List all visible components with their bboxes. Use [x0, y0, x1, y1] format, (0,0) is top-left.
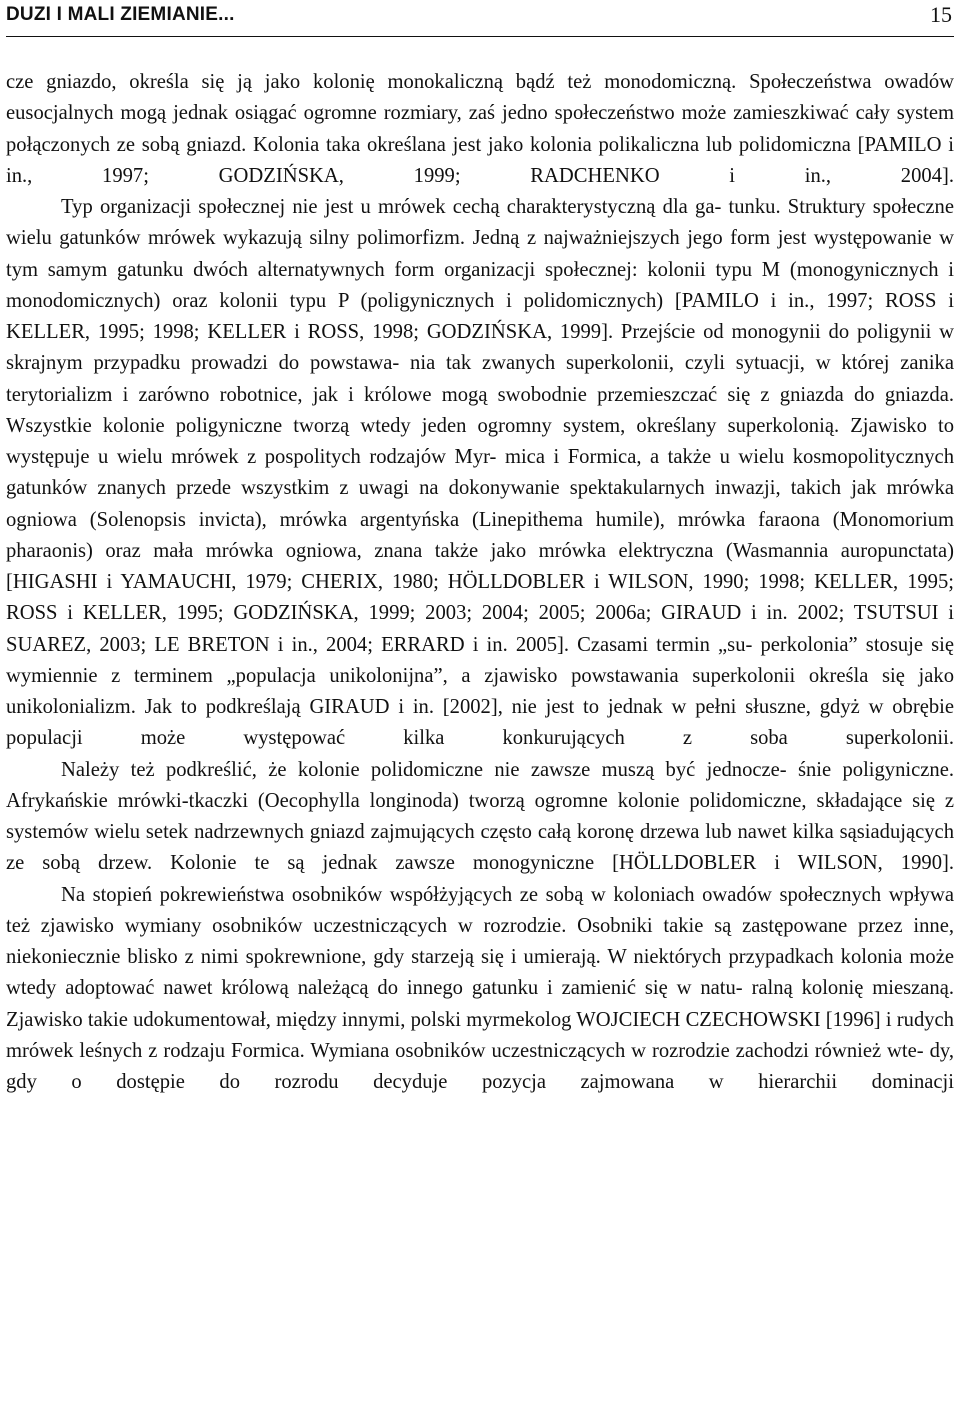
text-line: Na stopień pokrewieństwa osobników współżyjących ze sobą w koloniach — [61, 883, 703, 906]
text-line: mica i Formica, a także u wielu kosmopolitycznych gatunków znanych przede — [6, 446, 954, 500]
text-line: nia tak zwanych superkolonii, czyli sytuacji, w której zanika terytorializm i zarówno — [6, 352, 954, 406]
text-line: ogniowa (Solenopsis invicta), mrówka argentyńska (Linepithema humile), mrówka — [6, 508, 759, 531]
paragraph-2 — [6, 192, 954, 755]
text-line: superkolonią. Zjawisko to występuje u wielu mrówek z pospolitych rodzajów Myr- — [6, 414, 954, 468]
text-line: i monodomicznych) oraz kolonii typu P (poligynicznych i polidomicznych) [PAMILO — [6, 258, 954, 312]
text-line: dy, gdy o dostępie do rozrodu decyduje pozycja zajmowana w hierarchii dominacji — [6, 1039, 955, 1093]
text-line: w rozrodzie. Osobniki takie są zastępowane przez inne, niekoniecznie blisko z nimi — [6, 914, 954, 968]
text-line: drzew. Kolonie te są jednak zawsze monogyniczne [HÖLLDOBLER i WILSON, 1990]. — [98, 852, 954, 875]
text-line: powstawania superkolonii określa się jako unikolonializm. Jak to podkreślają — [6, 664, 954, 718]
text-line: Społeczeństwa owadów eusocjalnych mogą jednak osiągać ogromne rozmiary, zaś — [6, 71, 954, 125]
text-line: spokrewnione, gdy starzeją się i umierają. W niektórych przypadkach kolonia może — [245, 946, 954, 968]
text-line: Kolonia taka określana jest jako kolonia polikaliczna lub polidomiczna [PAMILO — [252, 133, 949, 156]
text-line: tunku. Struktury społeczne wielu gatunków mrówek wykazują silny polimorfizm. — [6, 196, 954, 250]
text-line: Należy też podkreślić, że kolonie polidomiczne nie zawsze muszą być jednocze- — [61, 758, 787, 781]
text-line: wszystkim z uwagi na dokonywanie spektakularnych inwazji, takich jak mrówka — [241, 477, 954, 500]
text-line: Wszystkie kolonie poligyniczne tworzą wtedy jeden ogromny system, określany — [6, 414, 728, 437]
text-line: może występować kilka konkurujących z soba superkolonii. — [140, 727, 954, 750]
running-header-title: DUZI I MALI ZIEMIANIE... — [6, 4, 235, 25]
body-text — [6, 67, 954, 1098]
text-line: gniazd zajmujących często całą koronę drzewa lub nawet kilka sąsiadujących ze sobą — [6, 821, 954, 875]
paragraph-4 — [6, 880, 954, 1099]
text-line: mrówka elektryczna (Wasmannia auropunctata) [HIGASHI i YAMAUCHI, 1979; — [6, 539, 954, 593]
text-line: faraona (Monomorium pharaonis) oraz mała mrówka ogniowa, znana także jako — [6, 508, 954, 562]
text-line: Przejście od monogynii do poligynii w skrajnym przypadku prowadzi do powstawa- — [6, 321, 954, 375]
text-line: Formica. Wymiana osobników uczestniczących w rozrodzie zachodzi również wte- — [231, 1039, 924, 1062]
text-line: owadów społecznych wpływa też zjawisko wymiany osobników uczestniczących — [6, 883, 954, 937]
text-line: ralną kolonię mieszaną. Zjawisko takie udokumentował, między innymi, polski — [6, 977, 955, 1031]
paragraph-1 — [6, 67, 954, 192]
text-line: wtedy adoptować nawet królową należącą do innego gatunku i zamienić się w natu- — [6, 977, 743, 1000]
text-line: myrmekolog WOJCIECH CZECHOWSKI [1996] i rudych mrówek leśnych z rodzaju — [6, 1008, 954, 1062]
text-line: Jedną z najważniejszych jego form jest występowanie w tym samym gatunku dwóch — [6, 227, 954, 281]
text-line: alternatywnych form organizacji społecznej: kolonii typu M (monogynicznych — [257, 258, 949, 281]
text-line: jedno społeczeństwo może zamieszkiwać cały system połączonych ze sobą gniazd. — [6, 102, 954, 156]
text-line: robotnice, jak i królowe mogą swobodnie przemieszczać się z gniazda do gniazda. — [219, 383, 954, 406]
text-line: ogromne kolonie polidomiczne, składające się z systemów wielu setek nadrzewnych — [6, 789, 954, 843]
text-line: i in., 1997; GODZIŃSKA, 1999; RADCHENKO i in., 2004]. — [6, 133, 954, 187]
text-line: GIRAUD i in. [2002], nie jest to jednak w pełni słuszne, gdyż w obrębie populacji — [6, 696, 954, 750]
text-line: perkolonia” stosuje się wymiennie z terminem „populacja unikolonijna”, a zjawisko — [6, 633, 955, 687]
text-line: Typ organizacji społecznej nie jest u mrówek cechą charakterystyczną dla ga- — [61, 196, 722, 218]
text-line: 1995; GODZIŃSKA, 1999; 2003; 2004; 2005; 2006a; GIRAUD i in. 2002; TSUTSUI — [176, 602, 949, 625]
text-line: i in., 1997; ROSS i KELLER, 1995; 1998; KELLER i ROSS, 1998; GODZIŃSKA, 1999]. — [6, 289, 954, 343]
page-number: 15 — [930, 2, 952, 27]
text-line: i SUAREZ, 2003; LE BRETON i in., 2004; ERRARD i in. 2005]. Czasami termin „su- — [6, 602, 954, 656]
paragraph-3 — [6, 755, 954, 880]
text-line: CHERIX, 1980; HÖLLDOBLER i WILSON, 1990; 1998; KELLER, 1995; ROSS i KELLER, — [6, 571, 954, 625]
text-line: śnie poligyniczne. Afrykańskie mrówki-tkaczki (Oecophylla longinoda) tworzą — [6, 758, 954, 812]
running-header — [6, 2, 954, 37]
text-line: cze gniazdo, określa się ją jako kolonię monokaliczną bądź też monodomiczną. — [6, 71, 750, 93]
